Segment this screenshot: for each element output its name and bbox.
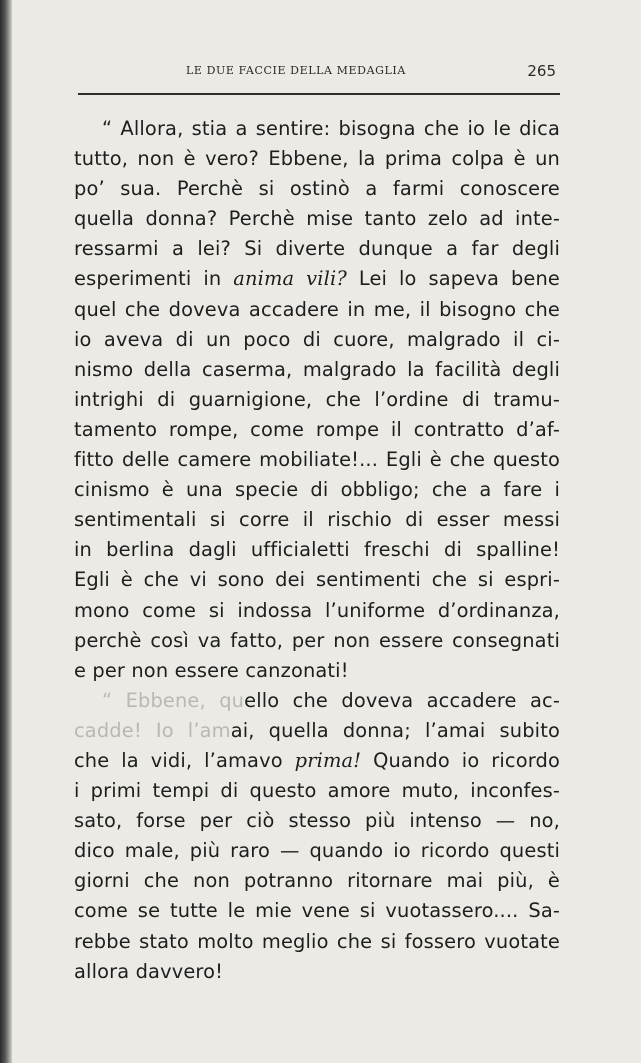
text-segment: Quando io ricordo xyxy=(361,748,560,772)
text-line: nismo della caserma, malgrado la facilità degli xyxy=(74,357,560,381)
text-line: quel che doveva accadere in me, il bisogno che xyxy=(74,297,560,321)
text-line: perchè così va fatto, per non essere consegnati xyxy=(74,628,560,652)
text-line: Egli è che vi sono dei sentimenti che si espri- xyxy=(74,568,560,592)
text-line: tutto, non è vero? Ebbene, la prima colpa è un xyxy=(74,147,560,171)
text-line: allora davvero! xyxy=(74,959,224,983)
italic-phrase: prima! xyxy=(294,748,362,772)
faded-text: cadde! Io l’am xyxy=(74,718,231,742)
faded-text: “ Ebbene, qu xyxy=(102,688,245,712)
text-line: sato, forse per ciò stesso più intenso — no, xyxy=(74,809,560,833)
text-line xyxy=(74,686,560,716)
text-line: e per non essere canzonati! xyxy=(74,658,349,682)
text-line: rebbe stato molto meglio che si fossero vuotate xyxy=(74,929,560,953)
text-segment: che la vidi, l’amavo xyxy=(74,748,295,772)
text-line: “ Allora, stia a sentire: bisogna che io le dica xyxy=(102,117,560,140)
text-line: i primi tempi di questo amore muto, inconfes- xyxy=(74,779,560,803)
page-binding-edge xyxy=(0,0,12,1063)
text-line: quella donna? Perchè mise tanto zelo ad inte- xyxy=(74,207,560,231)
page-number: 265 xyxy=(527,62,556,80)
text-segment: ai, quella donna; l’amai subito xyxy=(230,718,560,742)
text-line: in berlina dagli ufficialetti freschi di spalline! xyxy=(74,538,560,562)
text-segment: Lei lo sapeva bene xyxy=(346,267,561,291)
text-line: sentimentali si corre il rischio di esser messi xyxy=(74,508,560,532)
text-line xyxy=(74,716,560,746)
running-title: LE DUE FACCIE DELLA MEDAGLIA xyxy=(186,64,406,77)
text-line: giorni che non potranno ritornare mai più, è xyxy=(74,869,560,893)
text-line: ressarmi a lei? Si diverte dunque a far degli xyxy=(74,237,560,261)
text-segment: esperimenti in xyxy=(74,267,234,291)
body-text xyxy=(74,114,560,987)
italic-phrase: anima vili? xyxy=(233,267,347,291)
text-line: fitto delle camere mobiliate!... Egli è che questo xyxy=(74,448,560,472)
text-line xyxy=(74,746,560,776)
text-segment: ello che doveva accadere ac- xyxy=(244,688,560,712)
text-line: po’ sua. Perchè si ostinò a farmi conoscere xyxy=(74,177,560,201)
text-line: tamento rompe, come rompe il contratto d’af- xyxy=(74,417,560,441)
page-header xyxy=(74,62,560,84)
text-line: mono come si indossa l’uniforme d’ordinanza, xyxy=(74,598,560,622)
text-line: io aveva di un poco di cuore, malgrado il ci- xyxy=(74,327,560,351)
header-rule xyxy=(78,93,560,95)
text-line: come se tutte le mie vene si vuotassero.... Sa- xyxy=(74,899,560,923)
text-line: cinismo è una specie di obbligo; che a fare i xyxy=(74,478,560,502)
text-line xyxy=(74,264,560,294)
text-line: intrighi di guarnigione, che l’ordine di tramu- xyxy=(74,387,560,411)
text-line: dico male, più raro — quando io ricordo questi xyxy=(74,839,560,863)
